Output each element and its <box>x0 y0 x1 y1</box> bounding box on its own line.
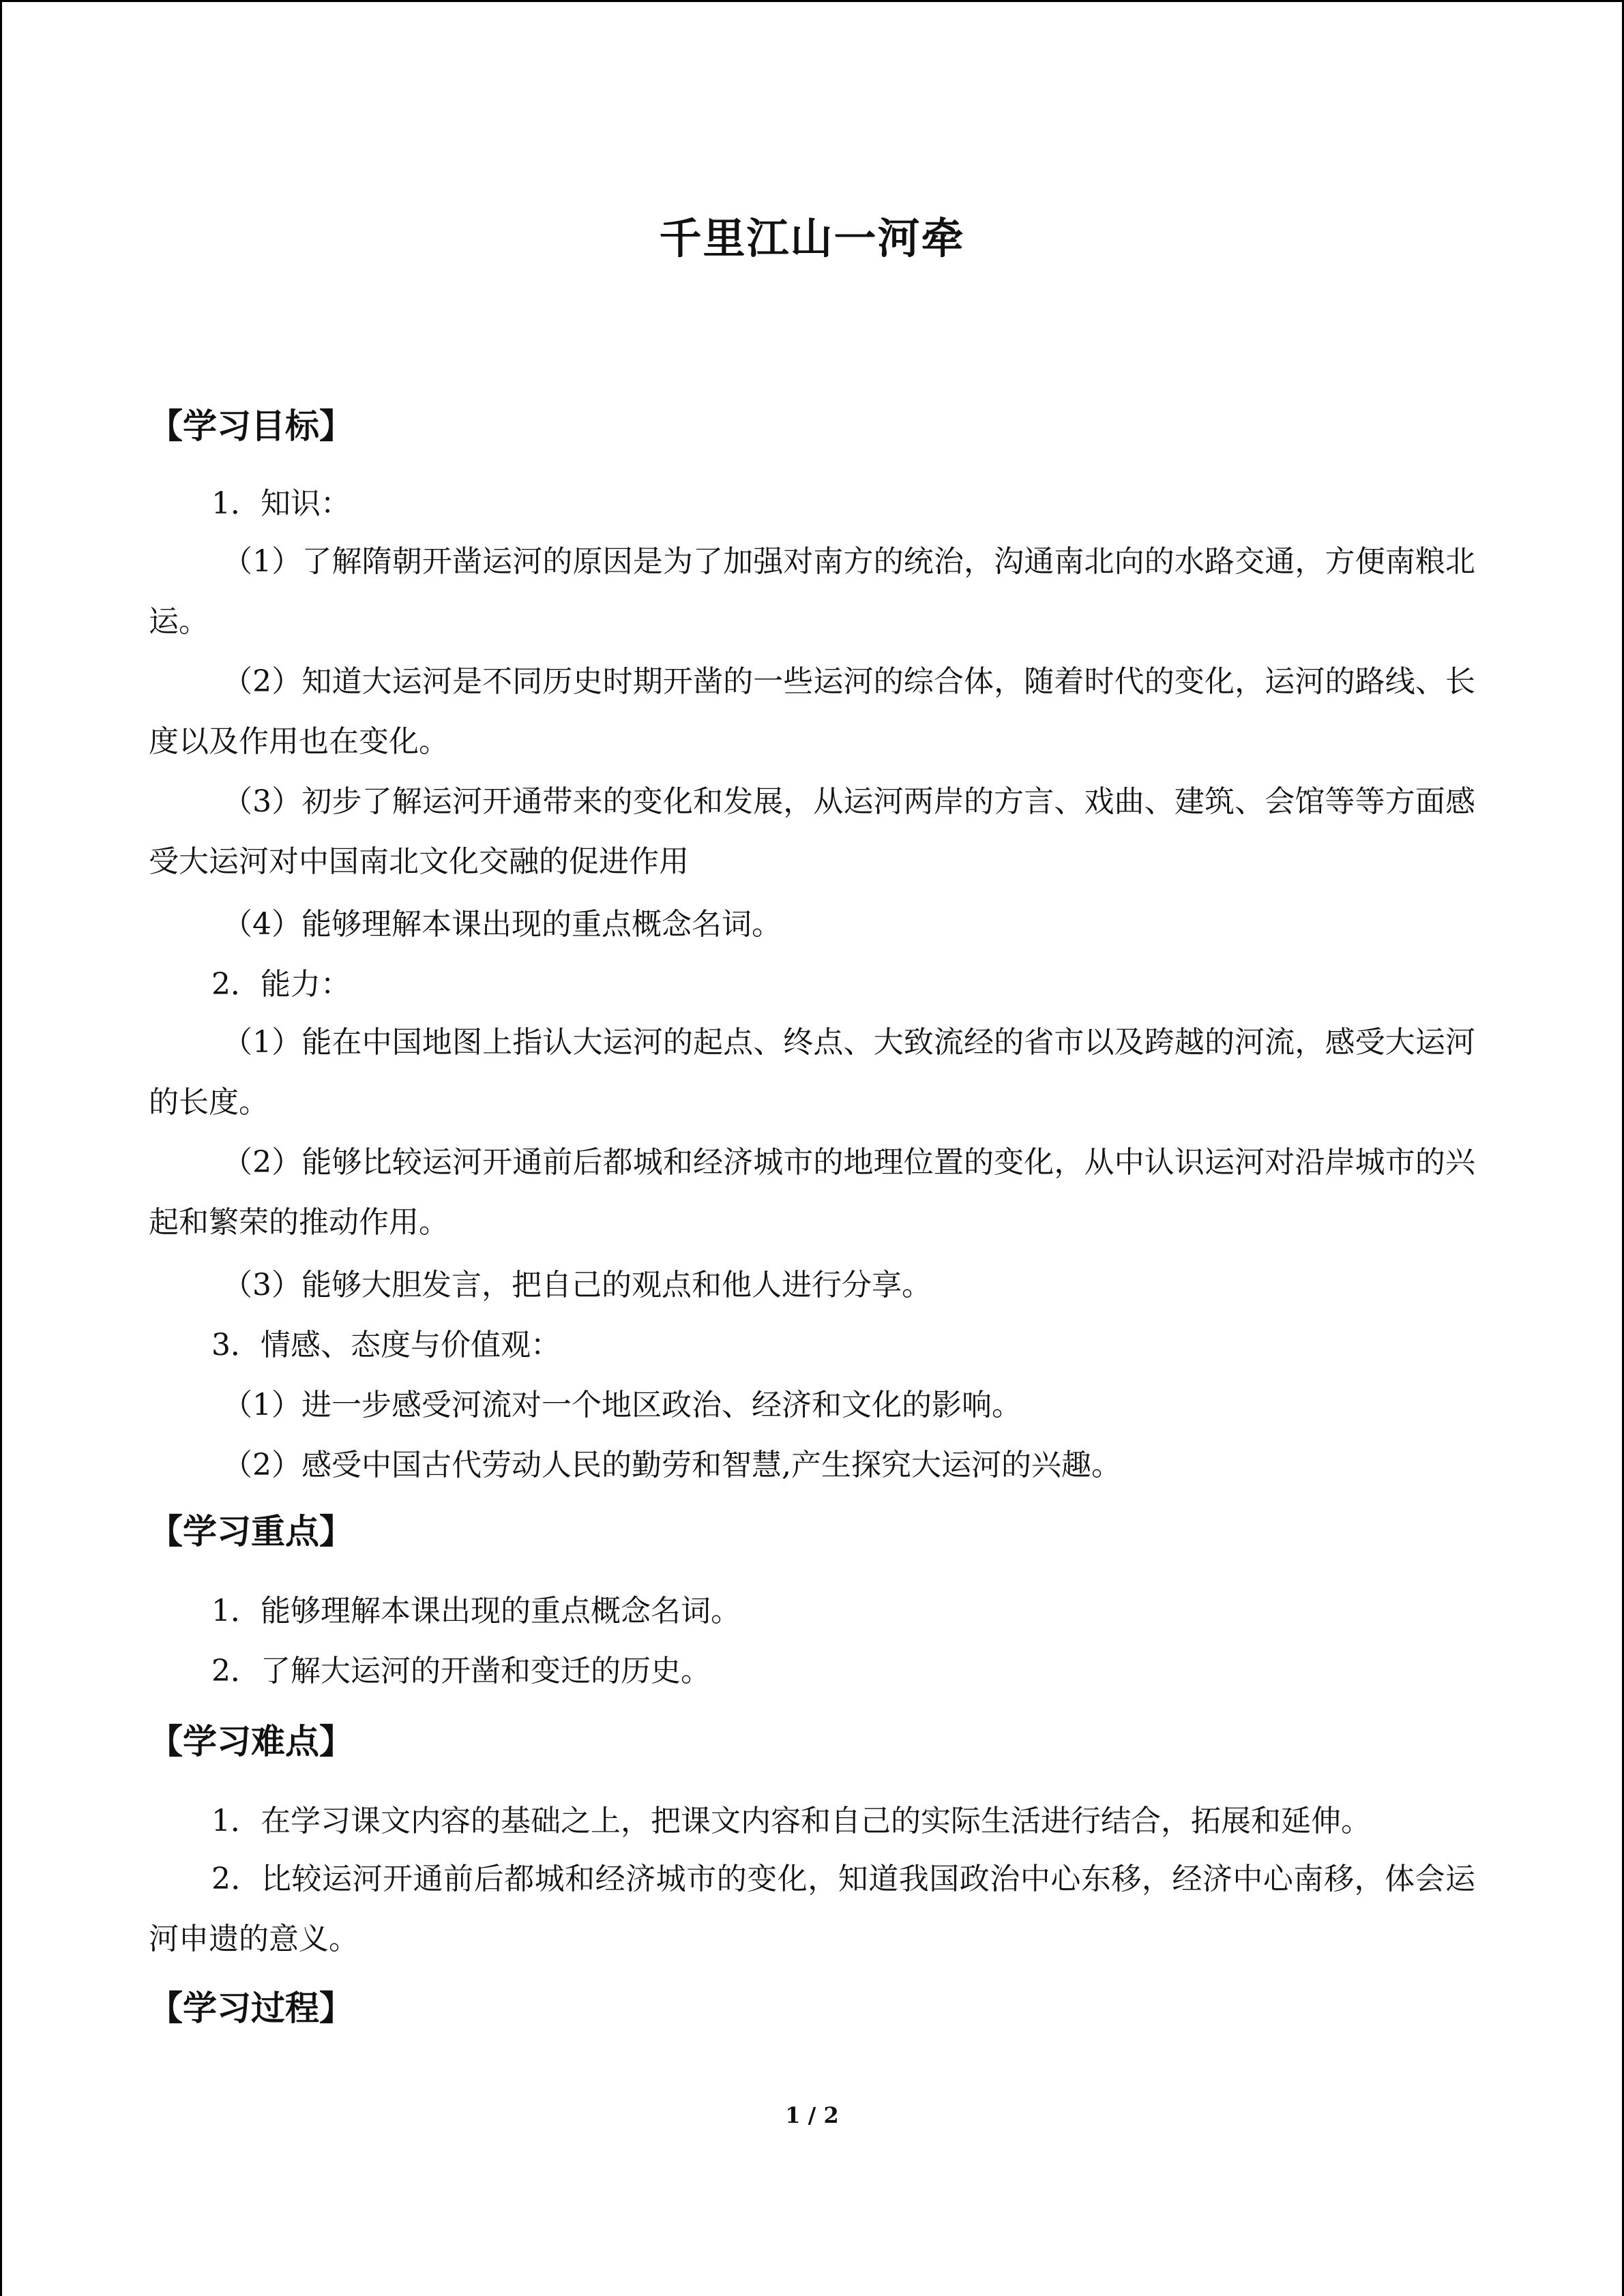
document-title: 千里江山一河牵 <box>659 213 965 263</box>
objective-ability-2: （2）能够比较运河开通前后都城和经济城市的地理位置的变化，从中认识运河对沿岸城市的兴起和繁荣的推动作用。 <box>149 1145 1475 1240</box>
objective-knowledge-2: （2）知道大运河是不同历史时期开凿的一些运河的综合体，随着时代的变化，运河的路线、长度以及作用也在变化。 <box>149 664 1475 759</box>
section-heading-process: 【学习过程】 <box>149 1988 353 2028</box>
knowledge-label: 1．知识： <box>211 486 351 521</box>
section-heading-difficulties: 【学习难点】 <box>149 1722 353 1761</box>
key-point-2: 2．了解大运河的开凿和变迁的历史。 <box>211 1654 711 1688</box>
objective-knowledge-3: （3）初步了解运河开通带来的变化和发展，从运河两岸的方言、戏曲、建筑、会馆等等方面感受大运河对中国南北文化交融的促进作用 <box>149 784 1475 879</box>
key-point-1: 1．能够理解本课出现的重点概念名词。 <box>211 1594 741 1628</box>
objective-values-1: （1）进一步感受河流对一个地区政治、经济和文化的影响。 <box>222 1388 1022 1422</box>
difficulty-1: 1．在学习课文内容的基础之上，把课文内容和自己的实际生活进行结合，拓展和延伸。 <box>211 1804 1371 1838</box>
objective-knowledge-4: （4）能够理解本课出现的重点概念名词。 <box>222 907 782 942</box>
ability-label: 2．能力： <box>211 967 351 1002</box>
objective-ability-3: （3）能够大胆发言，把自己的观点和他人进行分享。 <box>222 1268 932 1302</box>
difficulty-2: 2．比较运河开通前后都城和经济城市的变化，知道我国政治中心东移，经济中心南移，体会运河申遗的意义。 <box>149 1862 1475 1956</box>
objective-ability-1: （1）能在中国地图上指认大运河的起点、终点、大致流经的省市以及跨越的河流，感受大运河的长度。 <box>149 1025 1475 1120</box>
objective-values-2: （2）感受中国古代劳动人民的勤劳和智慧,产生探究大运河的兴趣。 <box>222 1448 1121 1482</box>
section-heading-objectives: 【学习目标】 <box>149 406 353 446</box>
page-number: 1 / 2 <box>785 2102 839 2128</box>
values-label: 3．情感、态度与价值观： <box>211 1328 561 1362</box>
objective-knowledge-1: （1）了解隋朝开凿运河的原因是为了加强对南方的统治，沟通南北向的水路交通，方便南粮北运。 <box>149 544 1475 639</box>
section-heading-key-points: 【学习重点】 <box>149 1512 353 1551</box>
